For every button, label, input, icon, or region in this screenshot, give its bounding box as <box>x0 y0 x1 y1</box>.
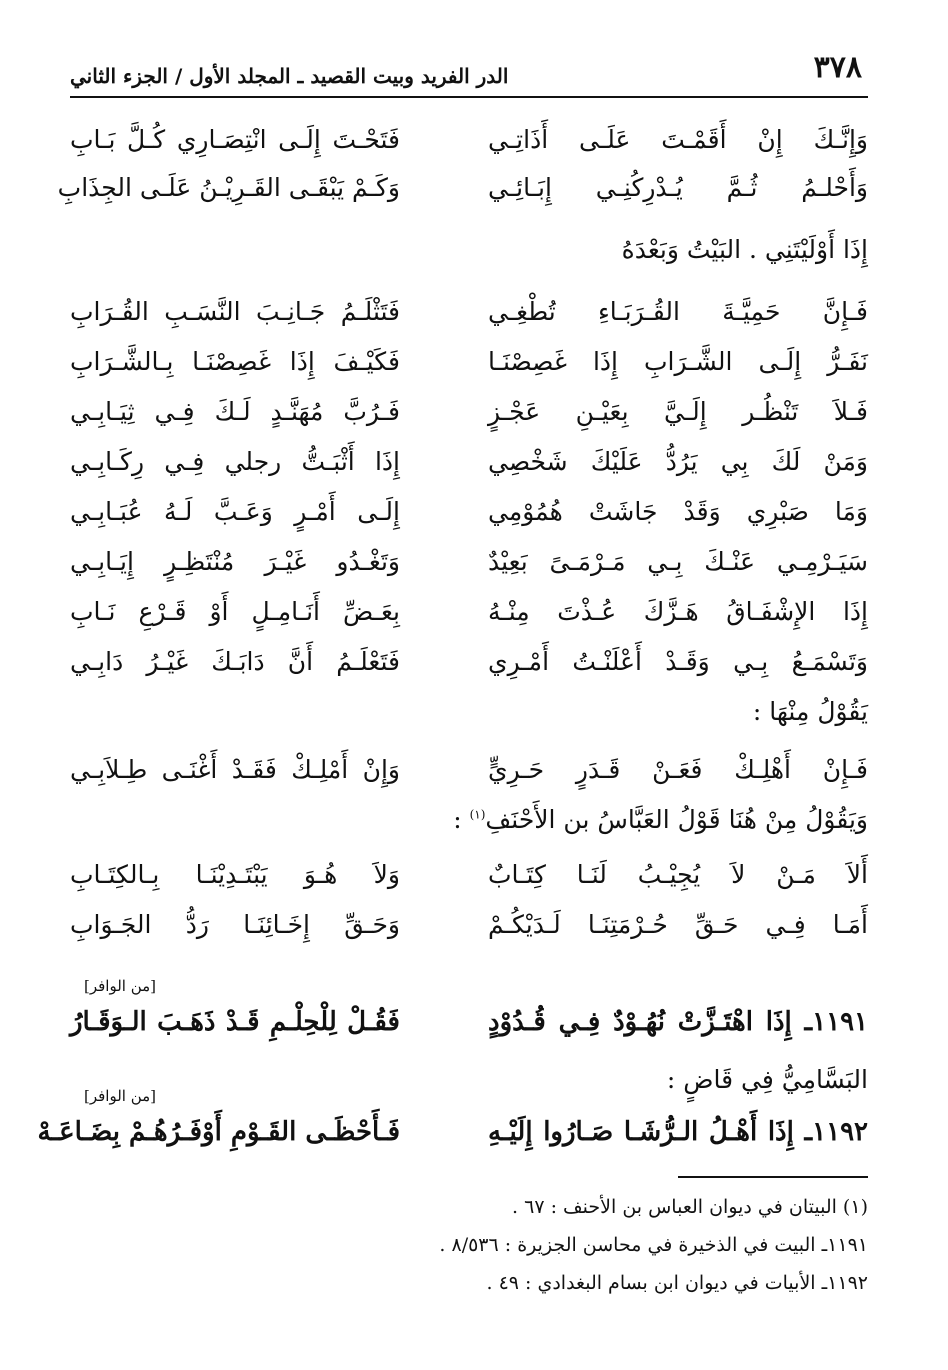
second-hemistich: وَتَغْـدُو غَيْـرَ مُنْتَظِـرٍ إِيَـابِـي <box>70 547 400 576</box>
second-hemistich: إِذَا أَثْبَـتُّ رجلي فِـي رِكَـابِـي <box>70 447 400 476</box>
footnote: ١١٩٢ـ الأبيات في ديوان ابن بسام البغدادي : ٤٩ . <box>486 1272 868 1294</box>
running-title: الدر الفريد وبيت القصيد ـ المجلد الأول / الجزء الثاني <box>70 64 509 88</box>
first-hemistich: فَـإِنْ أَهْلِـكْ فَعَـنْ قَـدَرٍ حَـرِيٍّ <box>488 755 868 784</box>
prose-text: البَسَّامِيُّ فِي قَاضٍ : <box>666 1065 868 1094</box>
first-hemistich: ١١٩٢ـ إِذَا أَهْـلُ الـرُّشَـا صَـارُوا إِلَيْـهِ <box>488 1117 868 1147</box>
first-hemistich: وَمَا صَبْرِي وَقَدْ جَاشَتْ هُمُوْمِي <box>488 497 868 526</box>
verse-row <box>70 547 868 597</box>
verse-row <box>70 497 868 547</box>
first-hemistich: سَيَـرْمِـي عَنْـكَ بِـي مَـرْمَـىً بَعِيْدٌ <box>488 547 868 576</box>
verse-row <box>70 647 868 697</box>
second-hemistich: فَتَحْـتَ إِلَـى انْتِصَـارِي كُـلَّ بَـابِ <box>70 125 400 154</box>
first-hemistich: وَإِنَّـكَ إِنْ أَقَمْـتَ عَلَـى أَذَاتِـي <box>488 125 868 154</box>
footnote-divider <box>678 1176 868 1178</box>
prose-line <box>70 235 868 285</box>
prose-text-main: وَيَقُوْلُ مِنْ هُنَا قَوْلُ العَبَّاسُ بن الأَحْنَفِ <box>485 805 868 834</box>
prose-line <box>70 1065 868 1115</box>
prose-line <box>70 805 868 855</box>
second-hemistich: بِعَـضِّ أَنَـامِـلٍ أَوْ قَـرْعِ نَـابِ <box>70 597 400 626</box>
page-header <box>70 50 868 98</box>
verse-row <box>70 125 868 175</box>
verse-row <box>70 910 868 960</box>
meter-label: [من الوافر] <box>84 977 157 995</box>
second-hemistich: فَقُـلْ لِلْحِلْـمِ قَـدْ ذَهَـبَ الـوَقَـارُ <box>70 1007 400 1037</box>
second-hemistich: وَلاَ هُـوَ يَبْتَـدِيْنَـا بِـالكِتَـابِ <box>70 860 400 889</box>
footnote: (١) البيتان في ديوان العباس بن الأحنف : ٦٧ . <box>512 1196 868 1218</box>
footnote: ١١٩١ـ البيت في الذخيرة في محاسن الجزيرة : ٨/٥٣٦ . <box>439 1234 868 1256</box>
second-hemistich: وَحَـقِّ إِخَـائِنَـا رَدُّ الجَـوَابِ <box>70 910 400 939</box>
prose-text-tail: : <box>453 805 470 834</box>
prose-text <box>453 805 868 834</box>
verse-row <box>70 597 868 647</box>
second-hemistich: فَـرُبَّ مُهَنَّـدٍ لَـكَ فِـي ثِيَـابِـي <box>70 397 400 426</box>
second-hemistich: فَتَعْلَـمُ أَنَّ دَابَـكَ غَيْـرُ دَابِـي <box>70 647 400 676</box>
first-hemistich: وَمَنْ لَكَ بِي يَرُدُّ عَلَيْكَ شَخْصِي <box>488 447 868 476</box>
second-hemistich: وَإِنْ أَمْلِـكْ فَقَـدْ أَغْنَـى طِـلاَبِـي <box>70 755 400 784</box>
verse-row <box>70 860 868 910</box>
prose-text: إِذَا أَوْلَيْتَنِي . البَيْتُ وَبَعْدَهُ <box>621 235 868 264</box>
first-hemistich: وَأَحْلـمُ ثُـمَّ يُـدْرِكُنِـي إِبَـائِـي <box>488 173 868 202</box>
numbered-verse-row <box>37 1117 868 1167</box>
second-hemistich: فَتَثْلَـمُ جَـانِـبَ النَّسَـبِ القُـرَابِ <box>70 297 400 326</box>
numbered-verse-row <box>70 1007 868 1057</box>
first-hemistich: وَتَسْمَـعُ بِـي وَقَـدْ أَعْلَنْـتُ أَمْـرِي <box>488 647 868 676</box>
verse-row <box>70 297 868 347</box>
first-hemistich: إِذَا الإِشْفَـاقُ هَـزَّكَ عُـذْتَ مِنْـهُ <box>488 597 868 626</box>
second-hemistich: إِلَـى أَمْـرٍ وَعَـبَّ لَـهُ عُبَـابِـي <box>70 497 400 526</box>
page-number: ٣٧٨ <box>813 50 862 85</box>
second-hemistich: فَكَيْـفَ إِذَا غَصِصْنَـا بِـالشَّـرَابِ <box>70 347 400 376</box>
first-hemistich: أَلاَ مَـنْ لاَ يُجِيْـبُ لَنَـا كِتَـابٌ <box>488 860 868 889</box>
first-hemistich: ١١٩١ـ إِذَا اهْتَـزَّتْ نُهُـوْدٌ فِـي قُـدُوْدٍ <box>488 1007 868 1037</box>
verse-row <box>70 397 868 447</box>
first-hemistich: فَـإِنَّ حَمِيَّـةَ القُـرَبَـاءِ تُطْغِـي <box>488 297 868 326</box>
prose-text: يَقُوْلُ مِنْهَا : <box>752 697 868 726</box>
second-hemistich: فَـأَحْظَـى القَـوْمِ أَوْفَـرُهُـمْ بِضَـاعَـهْ <box>37 1117 400 1147</box>
first-hemistich: فَـلاَ تَنْظُـر إِلَـيَّ بِعَيْـنِ عَجْـزٍ <box>488 397 868 426</box>
first-hemistich: أَمَـا فِـي حَـقِّ حُـرْمَتِنَـا لَـدَيْكُـمْ <box>488 910 868 939</box>
verse-row <box>70 447 868 497</box>
footnote-marker: (١) <box>469 807 486 822</box>
meter-label: [من الوافر] <box>84 1087 157 1105</box>
verse-row <box>70 347 868 397</box>
verse-row <box>57 173 868 223</box>
second-hemistich: وَكَـمْ يَبْقَـى القَـرِيْـنُ عَلَـى الجِذَابِ <box>57 173 400 202</box>
first-hemistich: نَفَـرُّ إِلَـى الشَّـرَابِ إِذَا غَصِصْنَـا <box>488 347 868 376</box>
prose-line <box>70 697 868 747</box>
verse-row <box>70 755 868 805</box>
